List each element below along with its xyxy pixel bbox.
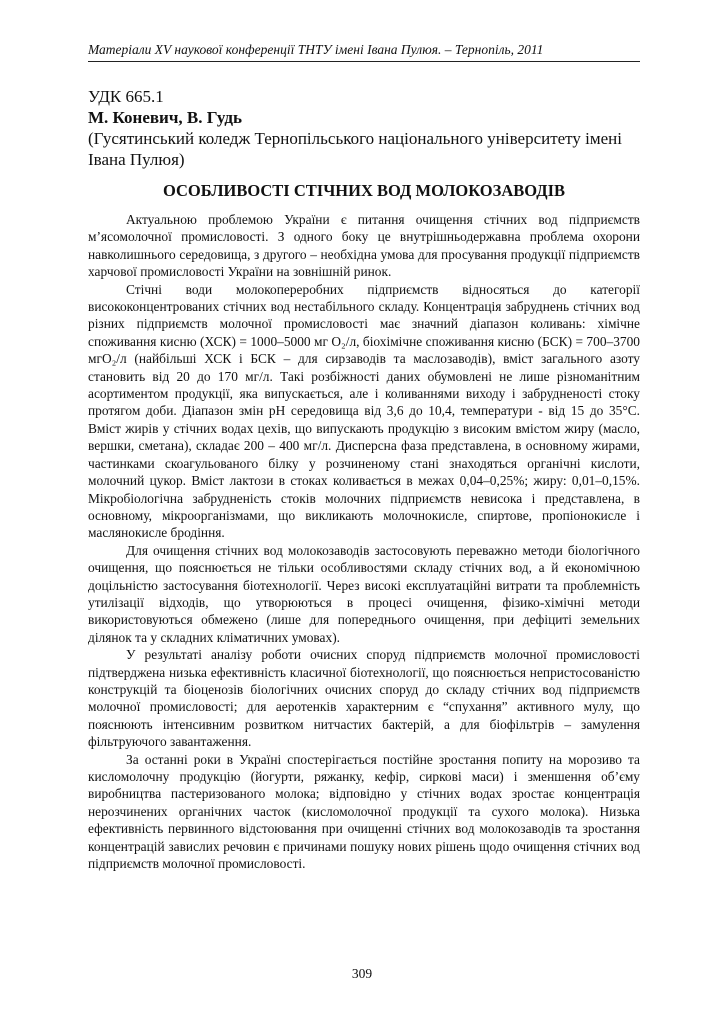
affiliation: (Гусятинський коледж Тернопільського національного університету імені Івана Пулюя) (88, 129, 622, 169)
article-title: ОСОБЛИВОСТІ СТІЧНИХ ВОД МОЛОКОЗАВОДІВ (162, 181, 566, 200)
paragraph-4: У результаті аналізу роботи очисних споруд підприємств молочної промисловості підтверджена низька ефективність класичної біотехнології, що пояснюється непристосованістю конструкцій та біоценозів біологічних очисних споруд до складу стічних вод підприємств молочної промисловості; для аеротенків характерним є “спухання” активного мулу, що пояснюють інтенсивним розвитком нитчастих бактерій, а для біофільтрів – замулення фільтруючого завантаження. (88, 647, 640, 750)
paragraph-3: Для очищення стічних вод молокозаводів застосовують переважно методи біологічного очищення, що пояснюється не тільки особливостями складу стічних вод, а й економічною доцільністю застосування біотехнології. Через високі експлуатаційні витрати та проблемність утилізації відходів, що утворюються в процесі очищення, фізико-хімічні методи використовуються обмежено (лише для попереднього очищення, при дефіциті земельних ділянок та у складних кліматичних умовах). (88, 542, 640, 645)
authors: М. Коневич, В. Гудь (88, 108, 242, 127)
udc-code: УДК 665.1 (88, 87, 164, 106)
article-body (88, 211, 640, 872)
header-rule (88, 61, 640, 62)
page-number: 309 (351, 966, 373, 981)
paragraph-2: Стічні води молокопереробних підприємств відносяться до категорії висококонцентрованих стічних вод нестабільного складу. Концентрація забруднень стічних вод різних підприємств молочної промисловості має значний діапазон коливань: хімічне споживання кисню (ХСК) = 1000–5000 мг О₂/л, біохімічне споживання кисню (БСК) = 700–3700 мгО₂/л (найбільші ХСК і БСК – для сирзаводів та маслозаводів), вміст загального азоту становить від 20 до 170 мг/л. Такі розбіжності даних обумовлені не лише різноманітним асортиментом продукції, яка випускається, але і коливаннями виходу і забрудненості стоку протягом доби. Діапазон змін pH середовища від 3,6 до 10,4, температури - від 15 до 35°С. Вміст жирів у стічних водах цехів, що випускають продукцію з високим вмістом жиру (масло, вершки, сметана), складає 200 – 400 мг/л. Дисперсна фаза представлена, в основному жирами, частинками скоагульованого білку у розчиненому стані знаходяться органічні кислоти, молочний цукор. Вміст лактози в стоках коливається в межах 0,04–0,25%; жиру: 0,01–0,15%. Мікробіологічна забрудненість стоків молочних підприємств невисока і представлена, в основному, мікроорганізмами, що викликають молочнокисле, спиртове, пропіонокисле і маслянокисле бродіння. (88, 281, 640, 541)
paragraph-5: За останні роки в Україні спостерігається постійне зростання попиту на морозиво та кисломолочну продукцію (йогурти, ряжанку, кефір, сиркові маси) і зменшення об’єму виробництва пастеризованого молока; відповідно у стічних водах зростає концентрація нерозчинених органічних часток (кисломолочної продукції та сухого молока). Низька ефективність первинного відстоювання при очищенні стічних вод молокозаводів та зростання концентрацій завислих речовин є причинами пошуку нових рішень щодо очищення стічних вод підприємств молочної промисловості. (88, 751, 640, 872)
running-header: Матеріали XV наукової конференції ТНТУ імені Івана Пулюя. – Тернопіль, 2011 (88, 42, 544, 57)
paragraph-1: Актуальною проблемою України є питання очищення стічних вод підприємств м’ясомолочної промисловості. З одного боку це внутрішньодержавна проблема охорони навколишнього середовища, з другого – необхідна умова для просування продукції підприємств харчової промисловості України на зовнішній ринок. (88, 212, 640, 280)
front-matter (88, 86, 640, 170)
